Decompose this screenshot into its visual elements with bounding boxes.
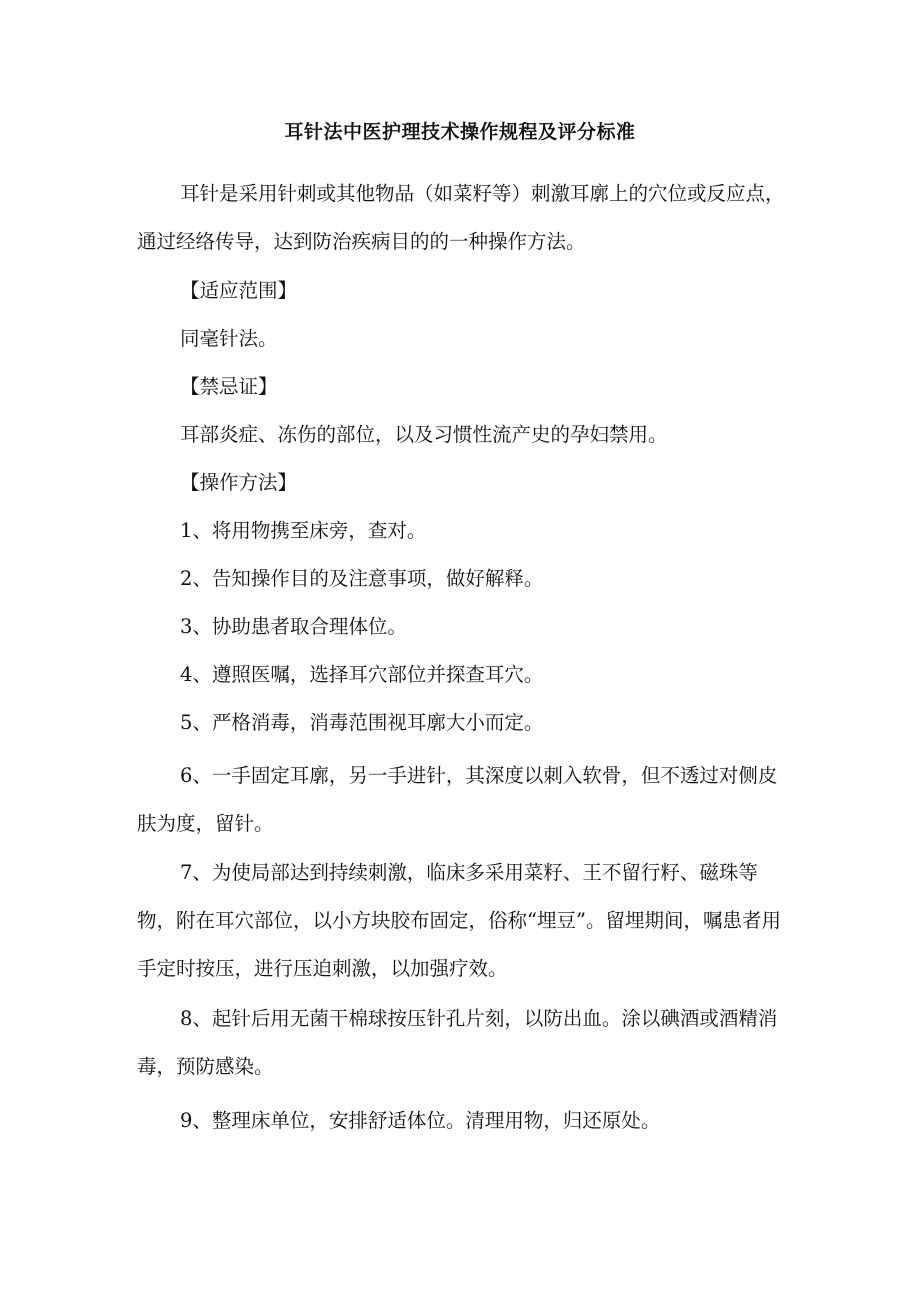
scope-text: 同毫针法。 (180, 327, 278, 350)
step-2: 2、告知操作目的及注意事项，做好解释。 (180, 567, 544, 590)
step-8: 8、起针后用无菌干棉球按压针孔片刻，以防出血。涂以碘酒或酒精消毒，预防感染。 (137, 1007, 778, 1078)
step-5: 5、严格消毒，消毒范围视耳廓大小而定。 (180, 711, 544, 734)
step-6: 6、一手固定耳廓，另一手进针，其深度以刺入软骨，但不透过对侧皮肤为度，留针。 (137, 764, 778, 835)
method-heading: 【操作方法】 (180, 471, 298, 494)
step-9: 9、整理床单位，安排舒适体位。清理用物，归还原处。 (180, 1109, 661, 1132)
page-title: 耳针法中医护理技术操作规程及评分标准 (284, 121, 636, 143)
contraindication-text: 耳部炎症、冻伤的部位，以及习惯性流产史的孕妇禁用。 (180, 423, 668, 446)
contraindication-heading: 【禁忌证】 (180, 375, 278, 398)
step-1: 1、将用物携至床旁，查对。 (180, 519, 427, 542)
step-4: 4、遵照医嘱，选择耳穴部位并探查耳穴。 (180, 663, 544, 686)
intro-paragraph: 耳针是采用针刺或其他物品（如菜籽等）刺激耳廓上的穴位或反应点，通过经络传导，达到防治疾病目的的一种操作方法。 (137, 182, 785, 253)
step-3: 3、协助患者取合理体位。 (180, 615, 407, 638)
scope-heading: 【适应范围】 (180, 279, 298, 302)
step-7: 7、为使局部达到持续刺激，临床多采用菜籽、王不留行籽、磁珠等物，附在耳穴部位，以小方块胶布固定，俗称“埋豆”。留埋期间，嘱患者用手定时按压，进行压迫刺激，以加强疗效。 (137, 861, 781, 980)
